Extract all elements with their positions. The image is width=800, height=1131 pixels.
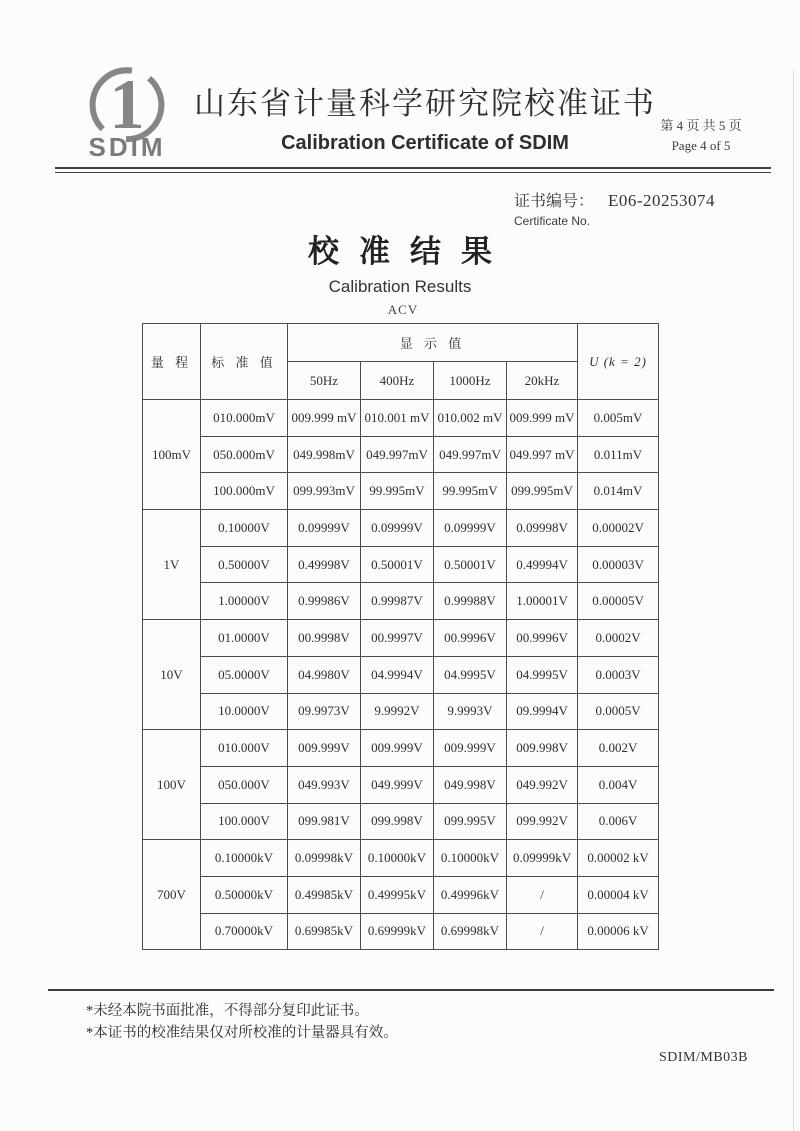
range-cell: 100V [143,730,201,840]
value-cell: 009.999 mV [288,400,361,437]
table-row [143,473,659,510]
value-cell: 0.004V [578,766,659,803]
table-row [143,876,659,913]
value-cell: 0.011mV [578,436,659,473]
value-cell: 0.69998kV [434,913,507,950]
value-cell: 0.10000kV [434,840,507,877]
table-row [143,803,659,840]
value-cell: 0.00004 kV [578,876,659,913]
sdim-logo [72,60,182,163]
value-cell: 01.0000V [201,620,288,657]
results-table-body [143,400,659,950]
table-row [143,730,659,767]
table-header-row-1 [143,324,659,362]
value-cell: 099.992V [507,803,578,840]
header-titles [190,78,660,155]
value-cell: 0.09999V [361,510,434,547]
table-row [143,766,659,803]
value-cell: 0.99987V [361,583,434,620]
document-code: SDIM/MB03B [658,1050,748,1065]
value-cell: 049.997mV [361,436,434,473]
table-row [143,510,659,547]
value-cell: 09.9973V [288,693,361,730]
value-cell: 0.10000kV [361,840,434,877]
value-cell: 0.09999V [434,510,507,547]
table-row [143,913,659,950]
value-cell: 049.999V [361,766,434,803]
value-cell: 1.00001V [507,583,578,620]
value-cell: 010.000mV [201,400,288,437]
value-cell: 0.49994V [507,546,578,583]
range-cell: 10V [143,620,201,730]
value-cell: 1.00000V [201,583,288,620]
value-cell: 099.981V [288,803,361,840]
footer-divider [48,989,774,991]
table-row [143,400,659,437]
value-cell: / [507,876,578,913]
page-indicator [642,116,760,156]
value-cell: 049.992V [507,766,578,803]
page-indicator-en: Page 4 of 5 [671,138,731,153]
range-cell: 700V [143,840,201,950]
table-row [143,546,659,583]
institute-title-en: Calibration Certificate of SDIM [281,132,569,154]
col-header-50hz: 50Hz [288,362,361,400]
value-cell: 0.09998kV [288,840,361,877]
value-cell: 04.9995V [434,656,507,693]
col-header-1000hz: 1000Hz [434,362,507,400]
section-title [0,226,800,297]
col-header-range: 量 程 [143,324,201,400]
value-cell: 04.9980V [288,656,361,693]
value-cell: 09.9994V [507,693,578,730]
value-cell: 099.995mV [507,473,578,510]
value-cell: 0.002V [578,730,659,767]
value-cell: 0.00002 kV [578,840,659,877]
table-row [143,583,659,620]
value-cell: 049.998mV [288,436,361,473]
value-cell: 0.70000kV [201,913,288,950]
value-cell: 0.0005V [578,693,659,730]
value-cell: 0.49995kV [361,876,434,913]
value-cell: 099.995V [434,803,507,840]
value-cell: 00.9996V [507,620,578,657]
col-header-standard: 标 准 值 [201,324,288,400]
value-cell: 9.9992V [361,693,434,730]
value-cell: 100.000mV [201,473,288,510]
certificate-number-value: E06-20253074 [608,191,716,210]
col-header-400hz: 400Hz [361,362,434,400]
range-cell: 100mV [143,400,201,510]
header-divider [55,167,771,173]
value-cell: 049.997mV [434,436,507,473]
value-cell: 0.49985kV [288,876,361,913]
value-cell: 009.999V [288,730,361,767]
value-cell: 0.0002V [578,620,659,657]
value-cell: 10.0000V [201,693,288,730]
value-cell: 010.000V [201,730,288,767]
value-cell: 0.006V [578,803,659,840]
section-title-zh: 校准结果 [308,234,512,269]
value-cell: 099.993mV [288,473,361,510]
value-cell: 99.995mV [434,473,507,510]
value-cell: 0.00005V [578,583,659,620]
value-cell: 99.995mV [361,473,434,510]
value-cell: 0.09999V [288,510,361,547]
col-header-uncertainty: U (k = 2) [578,324,659,400]
table-row [143,840,659,877]
results-table-wrap [142,323,659,950]
table-row [143,436,659,473]
value-cell: 0.50000kV [201,876,288,913]
value-cell: 010.002 mV [434,400,507,437]
svg-text:1: 1 [109,65,145,144]
section-title-en: Calibration Results [328,277,472,296]
value-cell: 009.999V [361,730,434,767]
value-cell: 050.000mV [201,436,288,473]
value-cell: 0.014mV [578,473,659,510]
value-cell: 0.0003V [578,656,659,693]
value-cell: 049.993V [288,766,361,803]
certificate-number-block [514,188,774,228]
value-cell: 010.001 mV [361,400,434,437]
value-cell: 0.49998V [288,546,361,583]
value-cell: 0.49996kV [434,876,507,913]
table-row [143,620,659,657]
value-cell: 0.09998V [507,510,578,547]
value-cell: 05.0000V [201,656,288,693]
value-cell: 009.999V [434,730,507,767]
value-cell: 00.9996V [434,620,507,657]
value-cell: 0.99986V [288,583,361,620]
value-cell: 0.10000kV [201,840,288,877]
col-header-20khz: 20kHz [507,362,578,400]
value-cell: 0.00002V [578,510,659,547]
table-caption: ACV [387,302,419,317]
results-table [142,323,659,950]
table-row [143,656,659,693]
value-cell: 0.50001V [434,546,507,583]
value-cell: 0.00006 kV [578,913,659,950]
institute-title-zh: 山东省计量科学研究院校准证书 [194,86,656,121]
value-cell: 100.000V [201,803,288,840]
value-cell: 049.998V [434,766,507,803]
value-cell: 099.998V [361,803,434,840]
value-cell: 0.50000V [201,546,288,583]
value-cell: 04.9994V [361,656,434,693]
logo-text: SDIM [88,132,166,162]
value-cell: 009.999 mV [507,400,578,437]
value-cell: 00.9997V [361,620,434,657]
value-cell: 04.9995V [507,656,578,693]
value-cell: 0.005mV [578,400,659,437]
value-cell: 0.50001V [361,546,434,583]
value-cell: 0.00003V [578,546,659,583]
value-cell: 9.9993V [434,693,507,730]
value-cell: 050.000V [201,766,288,803]
footnote-1: *未经本院书面批准，不得部分复印此证书。 [86,1003,369,1019]
value-cell: 0.10000V [201,510,288,547]
value-cell: 0.69985kV [288,913,361,950]
value-cell: / [507,913,578,950]
col-header-display: 显 示 值 [288,324,578,362]
range-cell: 1V [143,510,201,620]
value-cell: 009.998V [507,730,578,767]
value-cell: 0.09999kV [507,840,578,877]
certificate-number-line [514,188,774,211]
certificate-number-label-zh: 证书编号： [514,193,595,210]
footnote-2: *本证书的校准结果仅对所校准的计量器具有效。 [86,1025,398,1041]
value-cell: 00.9998V [288,620,361,657]
value-cell: 049.997 mV [507,436,578,473]
certificate-number-label-en: Certificate No. [514,214,591,228]
footnotes [86,1000,398,1044]
page-indicator-zh: 第 4 页 共 5 页 [660,118,742,133]
table-row [143,693,659,730]
value-cell: 0.69999kV [361,913,434,950]
value-cell: 0.99988V [434,583,507,620]
